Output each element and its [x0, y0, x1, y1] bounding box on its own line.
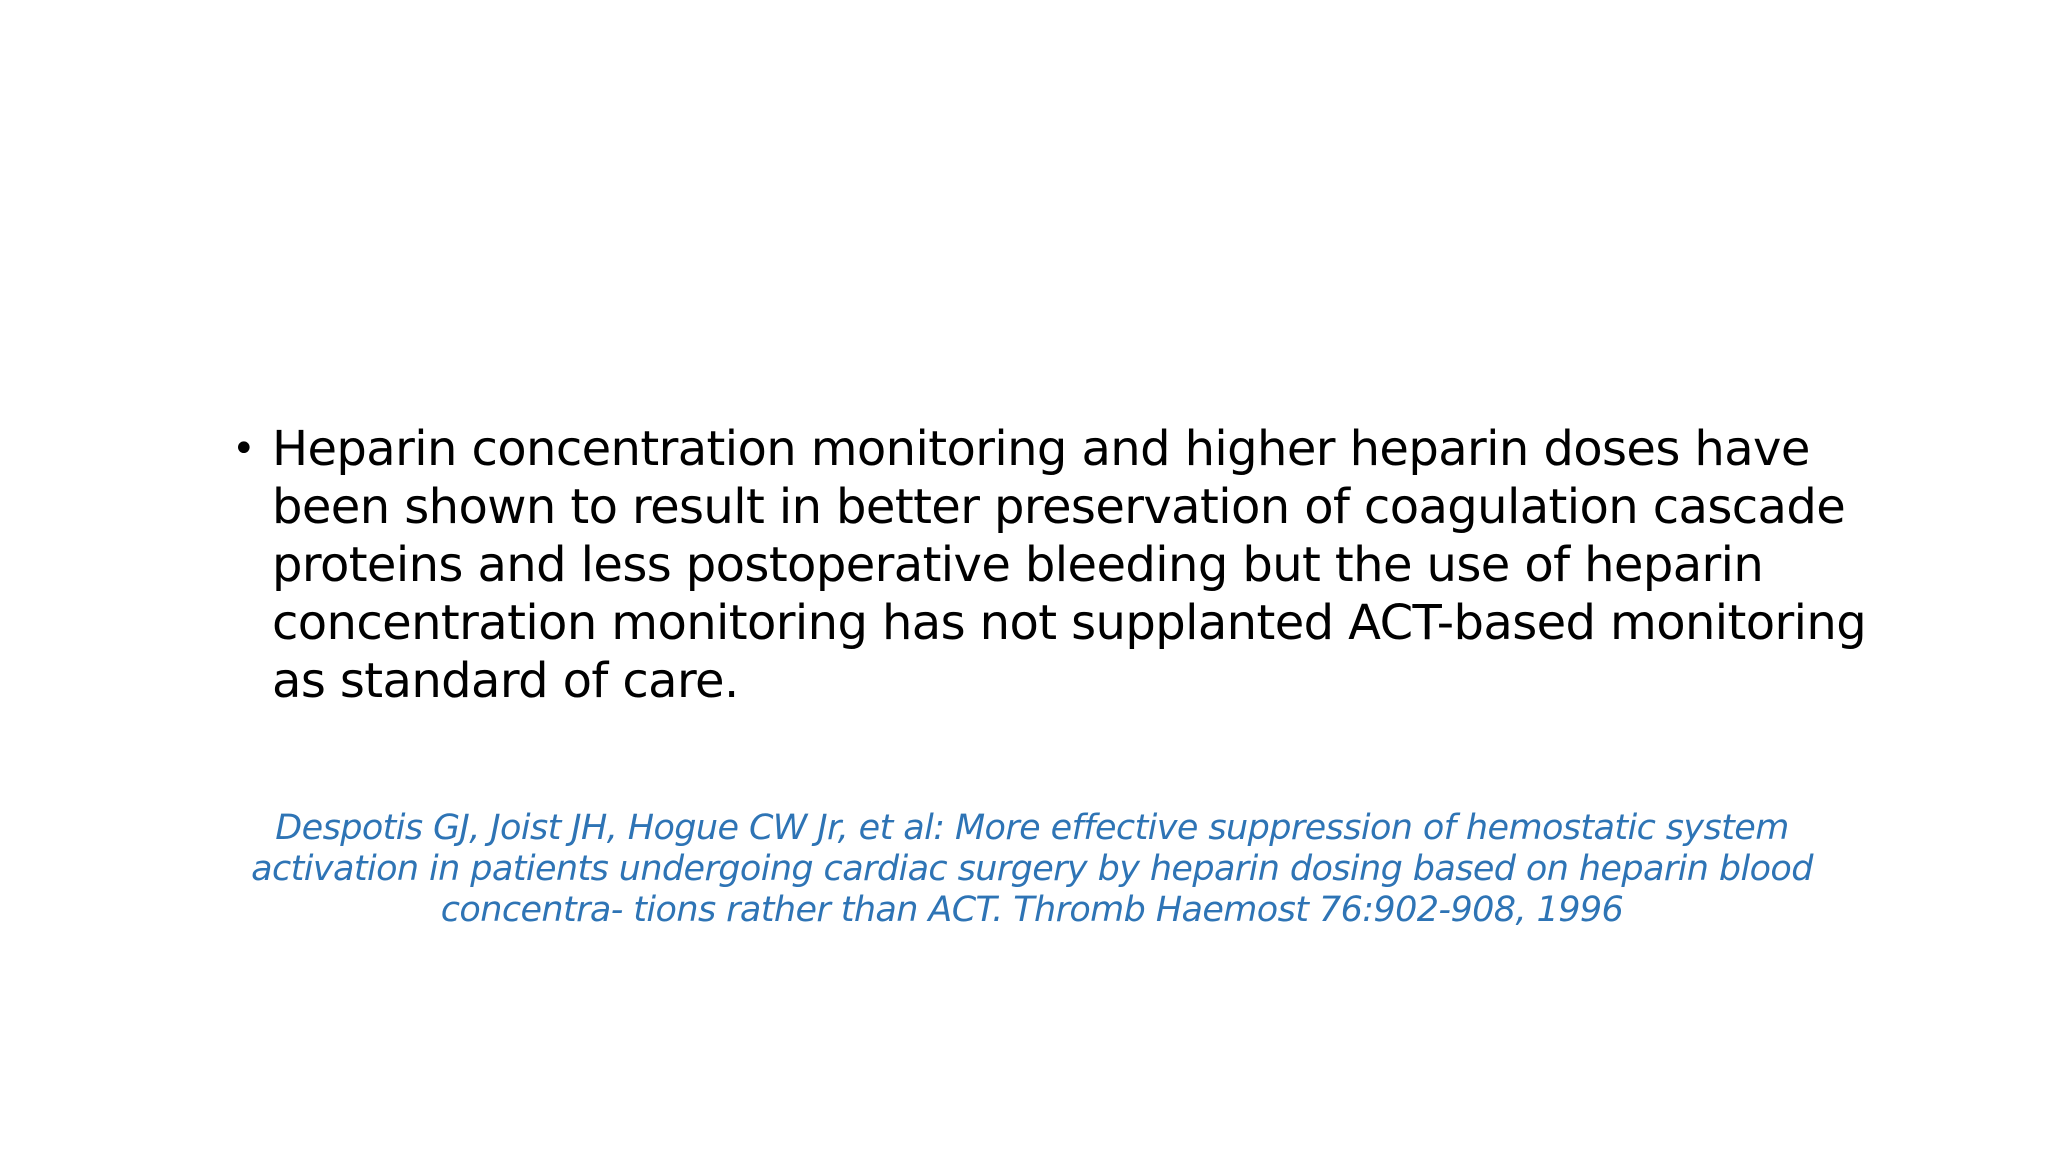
citation-reference: Despotis GJ, Joist JH, Hogue CW Jr, et al: More effective suppression of hemostatic system activation in patients undergoing cardiac surgery by heparin dosing based on heparin blood concentra- tions rather than ACT. Thromb Haemost 76:902-908, 1996 — [251, 808, 1813, 930]
bullet-text: Heparin concentration monitoring and higher heparin doses have been shown to result in better preservation of coagulation cascade proteins and less postoperative bleeding but the use of heparin concentration monitoring has not supplanted ACT-based monitoring as standard of care. — [272, 421, 1867, 709]
bullet-point — [232, 420, 1872, 710]
bullet-marker: • — [232, 426, 256, 472]
